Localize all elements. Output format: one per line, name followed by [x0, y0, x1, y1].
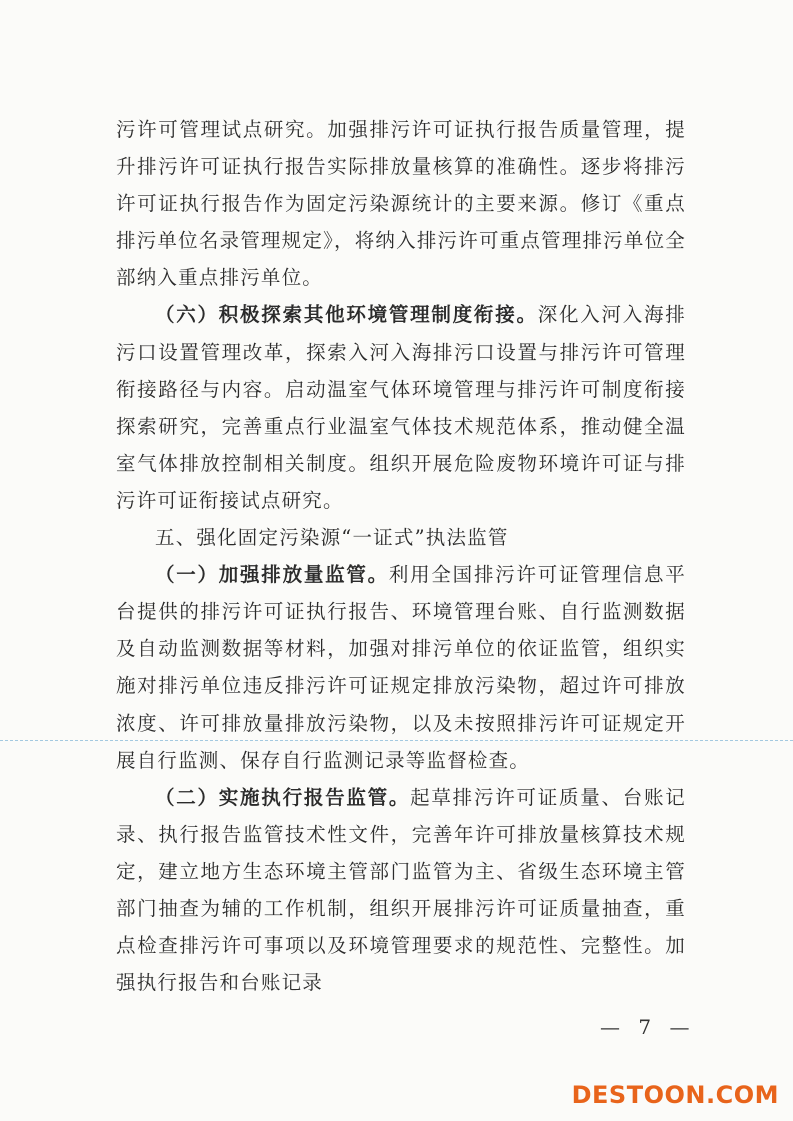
watermark-text: DESTOON	[571, 1081, 706, 1109]
paragraph-item-1	[116, 556, 686, 779]
paragraph-item-6	[116, 296, 686, 519]
watermark-domain: .COM	[705, 1081, 779, 1109]
paragraph-continued: 污许可管理试点研究。加强排污许可证执行报告质量管理，提升排污许可证执行报告实际排放量核算的准确性。逐步将排污许可证执行报告作为固定污染源统计的主要来源。修订《重点排污单位名录管理规定》，将纳入排污许可重点管理排污单位全部纳入重点排污单位。	[116, 118, 686, 290]
item-1-body: 利用全国排污许可证管理信息平台提供的排污许可证执行报告、环境管理台账、自行监测数据及自动监测数据等材料，加强对排污单位的依证监管，组织实施对排污单位违反排污许可证规定排放污染物，超过许可排放浓度、许可排放量排放污染物，以及未按照排污许可证规定开展自行监测、保存自行监测记录等监督检查。	[116, 563, 686, 772]
paragraph-item-2	[116, 779, 686, 1002]
scan-artifact-line	[0, 740, 793, 741]
item-2-body: 起草排污许可证质量、台账记录、执行报告监管技术性文件，完善年许可排放量核算技术规定，建立地方生态环境主管部门监管为主、省级生态环境主管部门抽查为辅的工作机制，组织开展排污许可证质量抽查，重点检查排污许可事项以及环境管理要求的规范性、完整性。加强执行报告和台账记录	[116, 785, 686, 995]
page-number: — 7 —	[600, 1015, 696, 1039]
item-6-title: （六）积极探索其他环境管理制度衔接。	[155, 303, 538, 327]
item-6-body: 深化入河入海排污口设置管理改革，探索入河入海排污口设置与排污许可管理衔接路径与内容。启动温室气体环境管理与排污许可制度衔接探索研究，完善重点行业温室气体技术规范体系，推动健全温室气体排放控制相关制度。组织开展危险废物环境许可证与排污许可证衔接试点研究。	[116, 303, 686, 512]
watermark-logo	[572, 1081, 779, 1109]
item-2-title: （二）实施执行报告监管。	[155, 785, 411, 809]
item-1-title: （一）加强排放量监管。	[155, 563, 389, 587]
document-body	[116, 111, 686, 1001]
section-5-heading: 五、强化固定污染源“一证式”执法监管	[155, 526, 509, 550]
